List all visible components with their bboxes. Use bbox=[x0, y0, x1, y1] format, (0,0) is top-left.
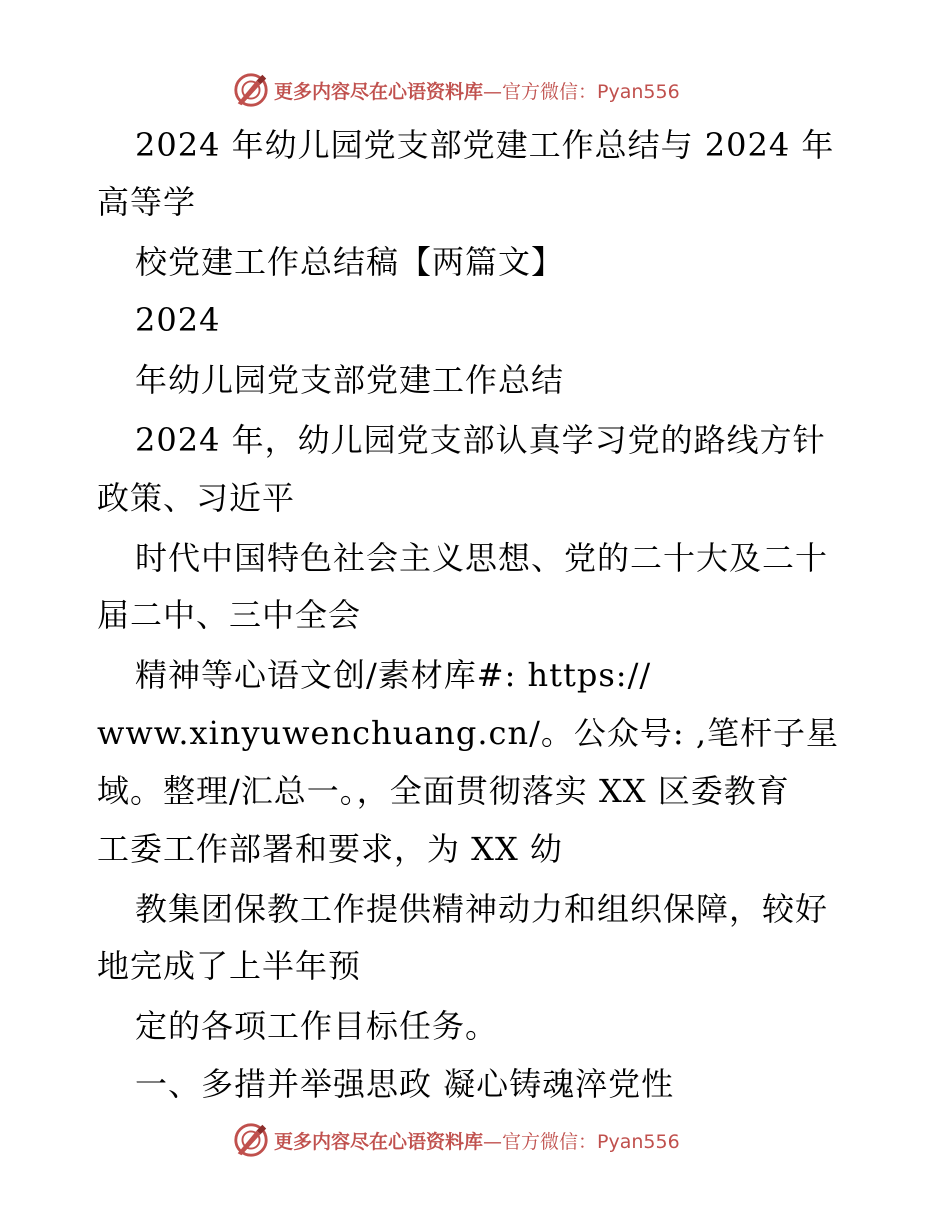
text-line: 届二中、三中全会 bbox=[97, 596, 362, 634]
footer-banner-suffix: —官方微信：Pyan556 bbox=[483, 1130, 680, 1153]
text-line: 定的各项工作目标任务。 bbox=[135, 1007, 499, 1045]
pen-logo-icon bbox=[232, 71, 270, 109]
header-banner-suffix: —官方微信：Pyan556 bbox=[483, 80, 680, 103]
text-line: 工委工作部署和要求，为 XX 幼 bbox=[97, 830, 563, 868]
header-banner-title: 更多内容尽在心语资料库 bbox=[274, 80, 484, 103]
footer-banner bbox=[232, 1120, 712, 1160]
text-line: 政策、习近平 bbox=[97, 479, 296, 517]
text-line: 年幼儿园党支部党建工作总结 bbox=[135, 361, 565, 399]
text-line: 教集团保教工作提供精神动力和组织保障，较好 bbox=[135, 890, 829, 928]
text-line: 2024 年，幼儿园党支部认真学习党的路线方针 bbox=[135, 421, 826, 459]
text-line: 2024 bbox=[135, 301, 221, 339]
footer-banner-title: 更多内容尽在心语资料库 bbox=[274, 1130, 484, 1153]
text-line: 地完成了上半年预 bbox=[97, 947, 362, 985]
pen-logo-icon bbox=[232, 1121, 270, 1159]
text-line: 校党建工作总结稿【两篇文】 bbox=[135, 243, 565, 281]
text-line: 时代中国特色社会主义思想、党的二十大及二十 bbox=[135, 539, 829, 577]
text-line: 高等学 bbox=[97, 183, 197, 221]
header-banner bbox=[232, 70, 712, 110]
text-line: 精神等心语文创/素材库#: https:// bbox=[135, 656, 652, 694]
text-line: 2024 年幼儿园党支部党建工作总结与 2024 年 bbox=[135, 126, 835, 164]
text-line: 域。整理/汇总一。，全面贯彻落实 XX 区委教育 bbox=[97, 772, 790, 810]
section-heading: 一、多措并举强思政 凝心铸魂淬党性 bbox=[135, 1065, 675, 1103]
text-line: www.xinyuwenchuang.cn/。公众号: ,笔杆子星 bbox=[97, 714, 839, 752]
